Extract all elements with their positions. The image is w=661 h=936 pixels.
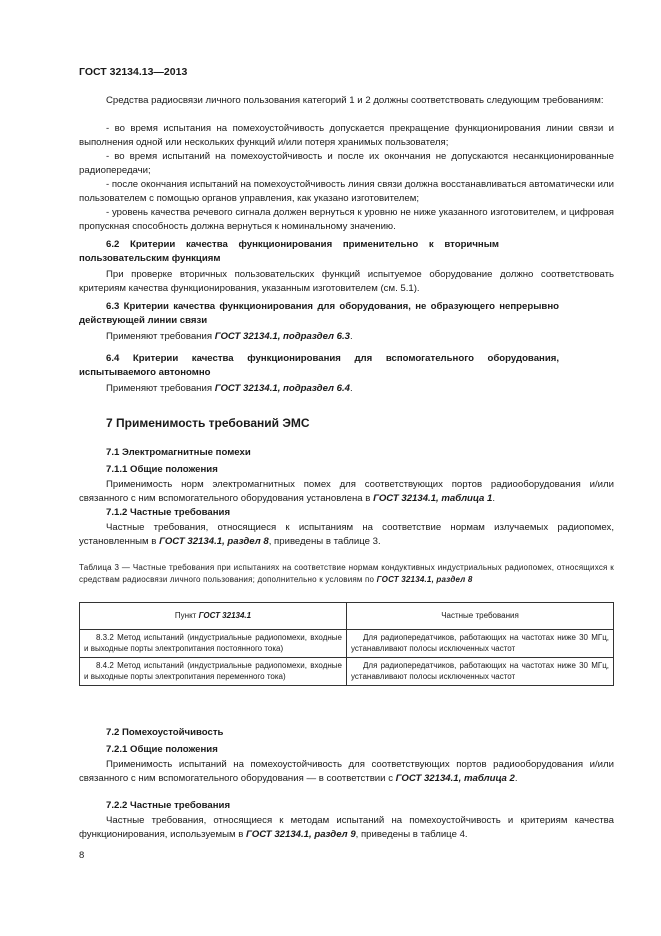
section-7-1-1-text: Применимость норм электромагнитных помех для соответствующих портов радиооборудования и/или связанного с ним вспомогательного оборудования установлена в ГОСТ 32134.1, таблица 1. — [79, 479, 614, 505]
section-7-2-1-text: Применимость испытаний на помехоустойчивость для соответствующих портов радиооборудования и/или связанного с ним вспомогательного оборудования — в соответствии с ГОСТ 32134.1, таблица 2. — [79, 759, 614, 785]
section-6-3-heading: 6.3 Критерии качества функционирования для оборудования, не образующего непрерывно действующей линии связи — [79, 301, 559, 327]
section-7-2-2-heading: 7.2.2 Частные требования — [106, 800, 231, 811]
section-7-2-heading: 7.2 Помехоустойчивость — [106, 727, 224, 738]
section-6-4-heading: 6.4 Критерии качества функционирования для вспомогательного оборудования, испытываемого автономно — [79, 353, 559, 379]
requirement-bullet: - во время испытания на помехоустойчивость допускается прекращение функционирования линии связи и выполнения одной или нескольких функций и/или потеря хранимых пользователя; — [79, 123, 614, 149]
table-row — [80, 657, 614, 685]
document-header: ГОСТ 32134.13—2013 — [79, 66, 188, 78]
section-6-4-text: Применяют требования ГОСТ 32134.1, подраздел 6.4. — [106, 383, 353, 394]
table-cell-requirement: Для радиопередатчиков, работающих на частотах ниже 30 МГц, устанавливают полосы исключенных частот — [347, 629, 614, 657]
section-7-2-1-heading: 7.2.1 Общие положения — [106, 744, 218, 755]
section-7-1-2-heading: 7.1.2 Частные требования — [106, 507, 231, 518]
section-7-2-2-text: Частные требования, относящиеся к методам испытаний на помехоустойчивость и критериям качества функционирования, используемым в ГОСТ 32134.1, раздел 9, приведены в таблице 4. — [79, 815, 614, 841]
table-3-caption: Таблица 3 — Частные требования при испытаниях на соответствие нормам кондуктивных индустриальных радиопомех, относящихся к средствам радиосвязи личного пользования; дополнительно к условиям по ГОСТ 32134.1, раздел 8 — [79, 563, 614, 584]
requirement-bullet: - после окончания испытаний на помехоустойчивость линия связи должна восстанавливаться автоматически или пользователем с помощью органов управления, как указано изготовителем; — [79, 179, 615, 205]
table-cell-clause: 8.4.2 Метод испытаний (индустриальные радиопомехи, входные и выходные порты электропитания переменного тока) — [80, 657, 347, 685]
page-number: 8 — [79, 850, 85, 861]
column-header-requirements: Частные требования — [347, 603, 614, 630]
table-row — [80, 629, 614, 657]
section-6-3-text: Применяют требования ГОСТ 32134.1, подраздел 6.3. — [106, 331, 353, 342]
section-6-2-text: При проверке вторичных пользовательских функций испытуемое оборудование должно соответствовать критериям качества функционирования, указанным изготовителем (см. 5.1). — [79, 269, 614, 295]
table-3 — [79, 602, 614, 686]
requirement-bullet: - во время испытаний на помехоустойчивость и после их окончания не допускаются несанкционированные радиопередачи; — [79, 151, 614, 177]
section-6-2-heading: 6.2 Критерии качества функционирования применительно к вторичным пользовательским функциям — [79, 239, 499, 265]
section-7-1-2-text: Частные требования, относящиеся к испытаниям на соответствие нормам излучаемых радиопомех, установленным в ГОСТ 32134.1, раздел 8, приведены в таблице 3. — [79, 522, 614, 548]
intro-paragraph: Средства радиосвязи личного пользования категорий 1 и 2 должны соответствовать следующим требованиям: — [106, 95, 604, 106]
column-header-clause: Пункт ГОСТ 32134.1 — [80, 603, 347, 630]
table-header-row — [80, 603, 614, 630]
requirement-bullet: - уровень качества речевого сигнала должен вернуться к уровню не ниже указанного изготовителем, и цифровая пропускная способность должна вернуться к номинальному значению. — [79, 207, 614, 233]
section-7-1-1-heading: 7.1.1 Общие положения — [106, 464, 218, 475]
table-cell-requirement: Для радиопередатчиков, работающих на частотах ниже 30 МГц, устанавливают полосы исключенных частот — [347, 657, 614, 685]
section-7-heading: 7 Применимость требований ЭМС — [106, 416, 310, 430]
table-cell-clause: 8.3.2 Метод испытаний (индустриальные радиопомехи, входные и выходные порты электропитания постоянного тока) — [80, 629, 347, 657]
section-7-1-heading: 7.1 Электромагнитные помехи — [106, 447, 251, 458]
